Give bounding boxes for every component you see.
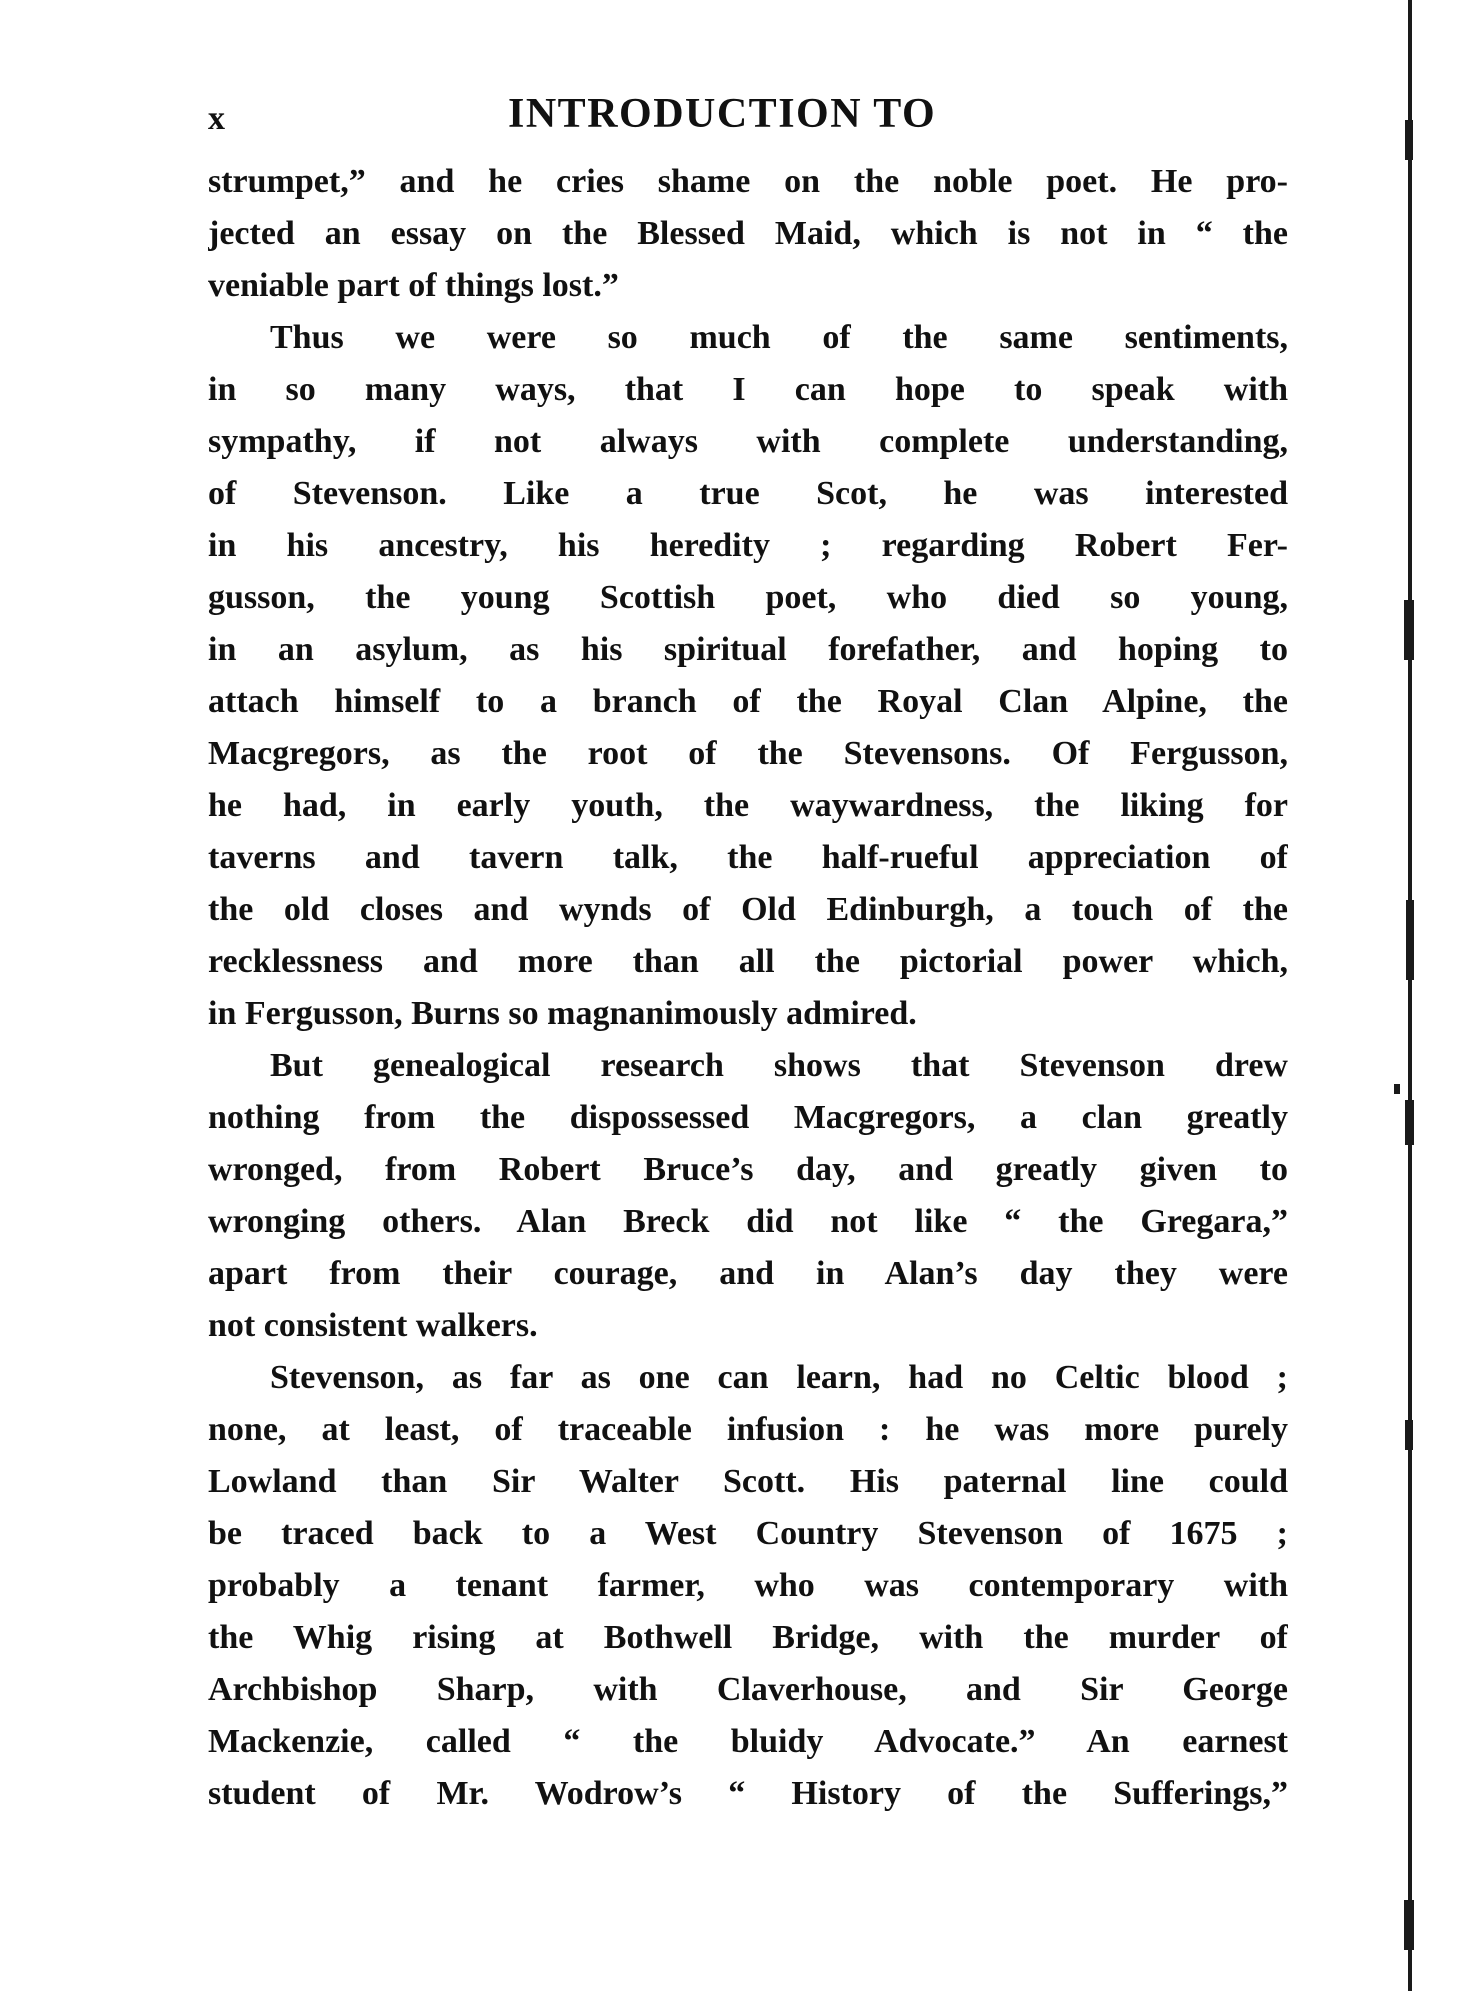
text-line: wronging others. Alan Breck did not like “ the Gregara,” xyxy=(208,1203,1288,1240)
paragraph xyxy=(208,1040,1288,1352)
text-line: wronged, from Robert Bruce’s day, and greatly given to xyxy=(208,1151,1288,1188)
text-line: the old closes and wynds of Old Edinburgh, a touch of the xyxy=(208,891,1288,928)
running-head: INTRODUCTION TO xyxy=(508,91,937,137)
text-line: Archbishop Sharp, with Claverhouse, and Sir George xyxy=(208,1671,1288,1708)
text-line: apart from their courage, and in Alan’s day they were xyxy=(208,1255,1288,1292)
text-line: the Whig rising at Bothwell Bridge, with the murder of xyxy=(208,1619,1288,1656)
text-line: in so many ways, that I can hope to speak with xyxy=(208,371,1288,408)
text-line: not consistent walkers. xyxy=(208,1307,538,1344)
scan-artifact xyxy=(1404,1900,1414,1950)
text-line: in his ancestry, his heredity ; regarding Robert Fer- xyxy=(208,527,1288,564)
scan-artifact xyxy=(1406,900,1414,980)
text-line: strumpet,” and he cries shame on the noble poet. He pro- xyxy=(208,163,1288,200)
body-text xyxy=(208,156,1288,1820)
page-edge-line xyxy=(1408,0,1412,1991)
text-line: attach himself to a branch of the Royal Clan Alpine, the xyxy=(208,683,1288,720)
text-line: Mackenzie, called “ the bluidy Advocate.” An earnest xyxy=(208,1723,1288,1760)
text-line: student of Mr. Wodrow’s “ History of the Sufferings,” xyxy=(208,1775,1288,1812)
text-line: of Stevenson. Like a true Scot, he was interested xyxy=(208,475,1288,512)
text-line: in an asylum, as his spiritual forefather, and hoping to xyxy=(208,631,1288,668)
scan-artifact xyxy=(1405,1420,1413,1450)
text-line: he had, in early youth, the waywardness, the liking for xyxy=(208,787,1288,824)
page-number: x xyxy=(208,100,226,137)
paragraph xyxy=(208,312,1288,1040)
text-line: in Fergusson, Burns so magnanimously admired. xyxy=(208,995,917,1032)
text-line: Lowland than Sir Walter Scott. His paternal line could xyxy=(208,1463,1288,1500)
text-line: gusson, the young Scottish poet, who died so young, xyxy=(208,579,1288,616)
paragraph xyxy=(208,156,1288,312)
scan-artifact xyxy=(1405,120,1413,160)
text-line: probably a tenant farmer, who was contemporary with xyxy=(208,1567,1288,1604)
text-line: Macgregors, as the root of the Stevensons. Of Fergusson, xyxy=(208,735,1288,772)
text-line: Thus we were so much of the same sentiments, xyxy=(270,319,1288,356)
page-header xyxy=(208,90,1288,150)
text-line: none, at least, of traceable infusion : he was more purely xyxy=(208,1411,1288,1448)
text-line: sympathy, if not always with complete understanding, xyxy=(208,423,1288,460)
text-line: veniable part of things lost.” xyxy=(208,267,619,304)
text-line: taverns and tavern talk, the half-rueful appreciation of xyxy=(208,839,1288,876)
text-line: recklessness and more than all the pictorial power which, xyxy=(208,943,1288,980)
text-line: nothing from the dispossessed Macgregors, a clan greatly xyxy=(208,1099,1288,1136)
text-line: But genealogical research shows that Stevenson drew xyxy=(270,1047,1288,1084)
scan-artifact xyxy=(1394,1084,1400,1094)
scan-artifact xyxy=(1405,1100,1414,1145)
text-line: be traced back to a West Country Stevenson of 1675 ; xyxy=(208,1515,1288,1552)
text-line: Stevenson, as far as one can learn, had no Celtic blood ; xyxy=(270,1359,1288,1396)
paragraph xyxy=(208,1352,1288,1820)
text-line: jected an essay on the Blessed Maid, which is not in “ the xyxy=(208,215,1288,252)
scan-artifact xyxy=(1404,600,1414,660)
